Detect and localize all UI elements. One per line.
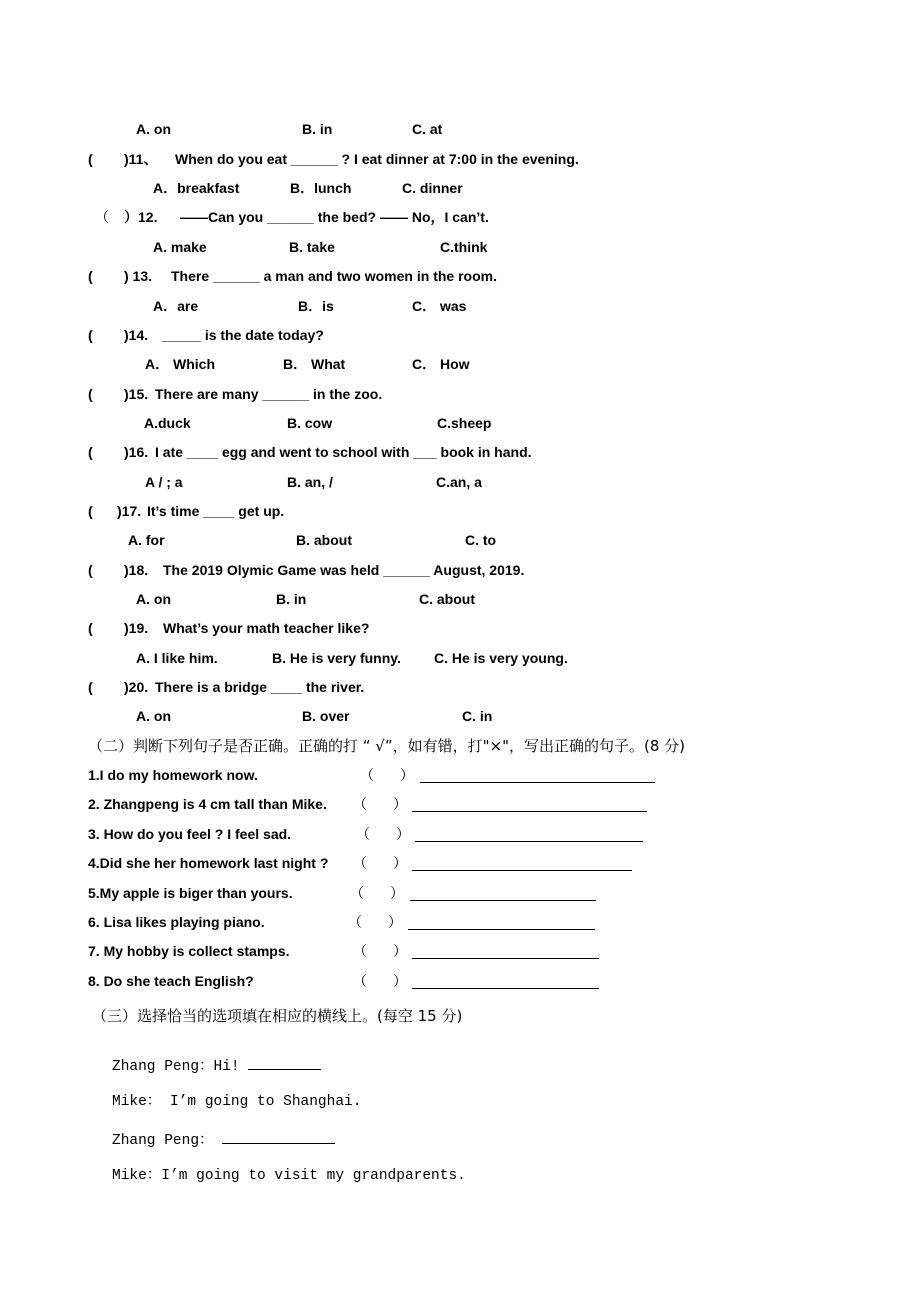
option-b: B. in xyxy=(302,121,333,137)
option-b: B．is xyxy=(298,298,334,314)
answer-paren-close: ） xyxy=(393,973,407,989)
question-text: What’s your math teacher like? xyxy=(163,620,370,636)
question-text: When do you eat ______ ? I eat dinner at 7:00 in the evening. xyxy=(175,151,579,167)
question-text: There are many ______ in the zoo. xyxy=(155,386,383,402)
answer-blank[interactable] xyxy=(222,1129,335,1144)
answer-line[interactable] xyxy=(420,782,655,783)
question-number: )16. xyxy=(124,444,149,460)
option-c: C.think xyxy=(440,239,488,255)
option-b: B. about xyxy=(296,532,352,548)
answer-paren-close: ） xyxy=(393,943,407,959)
option-b: B． What xyxy=(283,356,346,372)
option-b: B. take xyxy=(289,239,335,255)
option-a: A. on xyxy=(136,591,171,607)
judge-sentence: 4.Did she her homework last night ? xyxy=(88,855,329,871)
question-number: )17. xyxy=(117,503,142,519)
question-number: )14. xyxy=(124,327,149,343)
answer-paren[interactable]: （ xyxy=(95,209,109,225)
answer-paren-open[interactable]: （ xyxy=(353,855,367,871)
judge-sentence: 6. Lisa likes playing piano. xyxy=(88,914,265,930)
answer-paren-close: ） xyxy=(388,914,402,930)
dialogue-text: Mike：I’m going to visit my grandparents. xyxy=(112,1168,466,1184)
option-c: C. at xyxy=(412,121,443,137)
question-number: )19. xyxy=(124,620,149,636)
option-b: B. in xyxy=(276,591,307,607)
option-c: C.an, a xyxy=(436,474,482,490)
option-c: C. He is very young. xyxy=(434,650,568,666)
answer-line[interactable] xyxy=(415,841,643,842)
answer-paren-open[interactable]: （ xyxy=(350,885,364,901)
answer-paren[interactable]: ( xyxy=(88,503,93,519)
answer-paren-open[interactable]: （ xyxy=(348,914,362,930)
answer-paren[interactable]: ( xyxy=(88,327,93,343)
dialogue-text: Zhang Peng： xyxy=(112,1133,214,1149)
question-number: )20. xyxy=(124,679,149,695)
option-a: A. for xyxy=(128,532,165,548)
option-b: B. cow xyxy=(287,415,333,431)
option-b: B．lunch xyxy=(290,180,352,196)
dialogue-text: Zhang Peng：Hi! xyxy=(112,1059,240,1075)
question-text: There ______ a man and two women in the room. xyxy=(171,268,497,284)
answer-paren[interactable]: ( xyxy=(88,444,93,460)
answer-line[interactable] xyxy=(410,900,596,901)
option-a: A. on xyxy=(136,121,171,137)
question-number: )15. xyxy=(124,386,149,402)
answer-paren[interactable]: ( xyxy=(88,679,93,695)
dialogue-line xyxy=(112,1166,466,1186)
answer-paren-close: ） xyxy=(390,885,404,901)
question-text: I ate ____ egg and went to school with ___ book in hand. xyxy=(155,444,532,460)
answer-paren-open[interactable]: （ xyxy=(353,796,367,812)
option-a: A．breakfast xyxy=(153,180,240,196)
answer-paren-open[interactable]: （ xyxy=(356,826,370,842)
dialogue-line xyxy=(112,1092,361,1112)
dialogue-line xyxy=(112,1055,321,1075)
answer-line[interactable] xyxy=(412,811,647,812)
answer-paren[interactable]: ( xyxy=(88,151,93,167)
option-c: C． was xyxy=(412,298,467,314)
option-a: A．are xyxy=(153,298,199,314)
option-c: C. dinner xyxy=(402,180,463,196)
question-number: )18. xyxy=(124,562,149,578)
option-c: C. in xyxy=(462,708,493,724)
judge-sentence: 8. Do she teach English? xyxy=(88,973,254,989)
question-number: ) 13. xyxy=(124,268,153,284)
judge-sentence: 1.I do my homework now. xyxy=(88,767,258,783)
answer-line[interactable] xyxy=(412,988,599,989)
dialogue-line xyxy=(112,1129,335,1149)
answer-paren[interactable]: ( xyxy=(88,562,93,578)
answer-paren[interactable]: ( xyxy=(88,268,93,284)
option-b: B. He is very funny. xyxy=(272,650,401,666)
dialogue-text: Mike： I’m going to Shanghai. xyxy=(112,1094,362,1110)
answer-line[interactable] xyxy=(408,929,595,930)
judge-sentence: 2. Zhangpeng is 4 cm tall than Mike. xyxy=(88,796,327,812)
judge-sentence: 5.My apple is biger than yours. xyxy=(88,885,293,901)
option-b: B. an, / xyxy=(287,474,333,490)
question-text: ——Can you ______ the bed? —— No，I can’t. xyxy=(180,209,489,225)
answer-line[interactable] xyxy=(412,870,632,871)
section-3-title: （三）选择恰当的选项填在相应的横线上。(每空 15 分) xyxy=(92,1007,463,1025)
option-a: A / ; a xyxy=(145,474,183,490)
option-a: A.duck xyxy=(144,415,191,431)
question-text: There is a bridge ____ the river. xyxy=(155,679,365,695)
answer-paren-open[interactable]: （ xyxy=(353,973,367,989)
option-c: C.sheep xyxy=(437,415,492,431)
judge-sentence: 7. My hobby is collect stamps. xyxy=(88,943,290,959)
answer-paren[interactable]: ( xyxy=(88,386,93,402)
answer-paren-close: ） xyxy=(393,855,407,871)
question-number: ）12. xyxy=(124,209,158,225)
answer-paren-close: ） xyxy=(400,767,414,783)
answer-paren-close: ） xyxy=(393,796,407,812)
option-a: A. make xyxy=(153,239,207,255)
option-b: B. over xyxy=(302,708,350,724)
answer-paren-open[interactable]: （ xyxy=(353,943,367,959)
option-a: A. on xyxy=(136,708,171,724)
option-a: A. I like him. xyxy=(136,650,218,666)
question-text: _____ is the date today? xyxy=(162,327,324,343)
answer-paren-close: ） xyxy=(396,826,410,842)
question-text: It’s time ____ get up. xyxy=(147,503,285,519)
question-text: The 2019 Olymic Game was held ______ August, 2019. xyxy=(163,562,525,578)
option-c: C. about xyxy=(419,591,475,607)
option-a: A． Which xyxy=(145,356,215,372)
answer-line[interactable] xyxy=(412,958,599,959)
answer-paren[interactable]: ( xyxy=(88,620,93,636)
answer-blank[interactable] xyxy=(248,1055,321,1070)
option-c: C． How xyxy=(412,356,470,372)
judge-sentence: 3. How do you feel ? I feel sad. xyxy=(88,826,292,842)
section-2-title: （二）判断下列句子是否正确。正确的打 “ √”，如有错，打"×"，写出正确的句子。(8 分) xyxy=(88,737,686,755)
option-c: C. to xyxy=(465,532,497,548)
answer-paren-open[interactable]: （ xyxy=(360,767,374,783)
question-number: )11、 xyxy=(124,151,158,167)
